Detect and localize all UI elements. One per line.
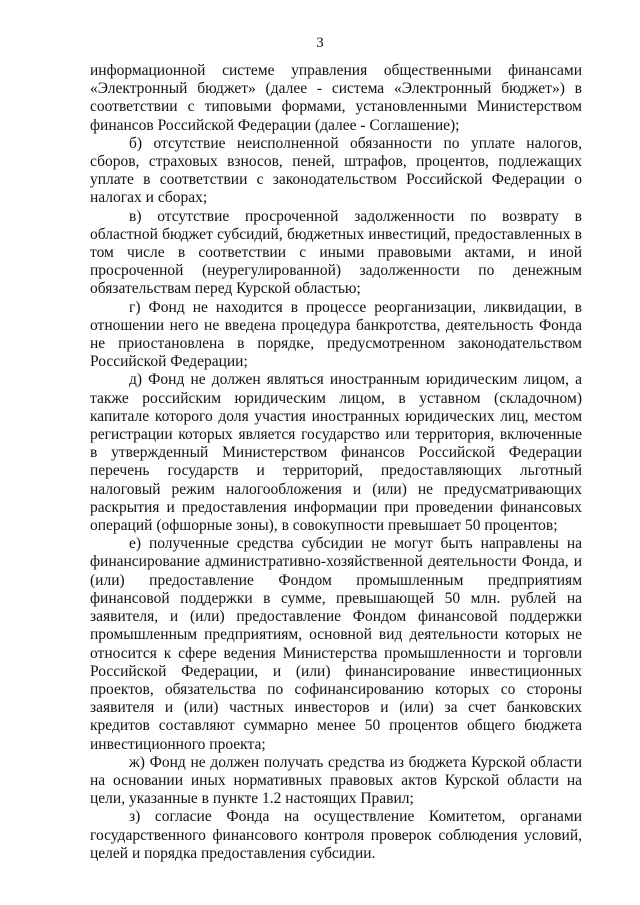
paragraph-item-zh: ж) Фонд не должен получать средства из бюджета Курской области на основании иных нормативных правовых актов Курской области на цели, указанные в пункте 1.2 настоящих Правил; xyxy=(90,753,582,808)
paragraph-item-e: е) полученные средства субсидии не могут быть направлены на финансирование административно-хозяйственной деятельности Фонда, и (или) предоставление Фондом промышленным предприятиям финансовой поддержки в сумме, превышающей 50 млн. рублей на заявителя, и (или) предоставление Фондом финансовой поддержки промышленным предприятиям, основной вид деятельности которых не относится к сфере ведения Министерства промышленности и торговли Российской Федерации, и (или) финансирование инвестиционных проектов, обязательства по софинансированию которых со стороны заявителя и (или) частных инвесторов и (или) за счет банковских кредитов составляют суммарно менее 50 процентов общего бюджета инвестиционного проекта; xyxy=(90,535,582,753)
paragraph-item-b: б) отсутствие неисполненной обязанности по уплате налогов, сборов, страховых взносов, пеней, штрафов, процентов, подлежащих уплате в соответствии с законодательством Российской Федерации о налогах и сборах; xyxy=(90,134,582,207)
paragraph-item-d: д) Фонд не должен являться иностранным юридическим лицом, а также российским юридическим лицом, в уставном (складочном) капитале которого доля участия иностранных юридических лиц, местом регистрации которых является государство или территория, включенные в утвержденный Министерством финансов Российской Федерации перечень государств и территорий, предоставляющих льготный налоговый режим налогообложения и (или) не предусматривающих раскрытия и предоставления информации при проведении финансовых операций (офшорные зоны), в совокупности превышает 50 процентов; xyxy=(90,371,582,535)
paragraph-item-v: в) отсутствие просроченной задолженности по возврату в областной бюджет субсидий, бюджетных инвестиций, предоставленных в том числе в соответствии с иными правовыми актами, и иной просроченной (неурегулированной) задолженности по денежным обязательствам перед Курской областью; xyxy=(90,207,582,298)
paragraph-continuation: информационной системе управления общественными финансами «Электронный бюджет» (далее - система «Электронный бюджет») в соответствии с типовыми формами, установленными Министерством финансов Российской Федерации (далее - Соглашение); xyxy=(90,62,582,134)
paragraph-item-g: г) Фонд не находится в процессе реорганизации, ликвидации, в отношении него не введена процедура банкротства, деятельность Фонда не приостановлена в порядке, предусмотренном законодательством Российской Федерации; xyxy=(90,298,582,371)
document-body xyxy=(90,62,582,863)
page-number: 3 xyxy=(316,35,324,51)
paragraph-item-z: з) согласие Фонда на осуществление Комитетом, органами государственного финансового контроля проверок соблюдения условий, целей и порядка предоставления субсидии. xyxy=(90,808,582,862)
